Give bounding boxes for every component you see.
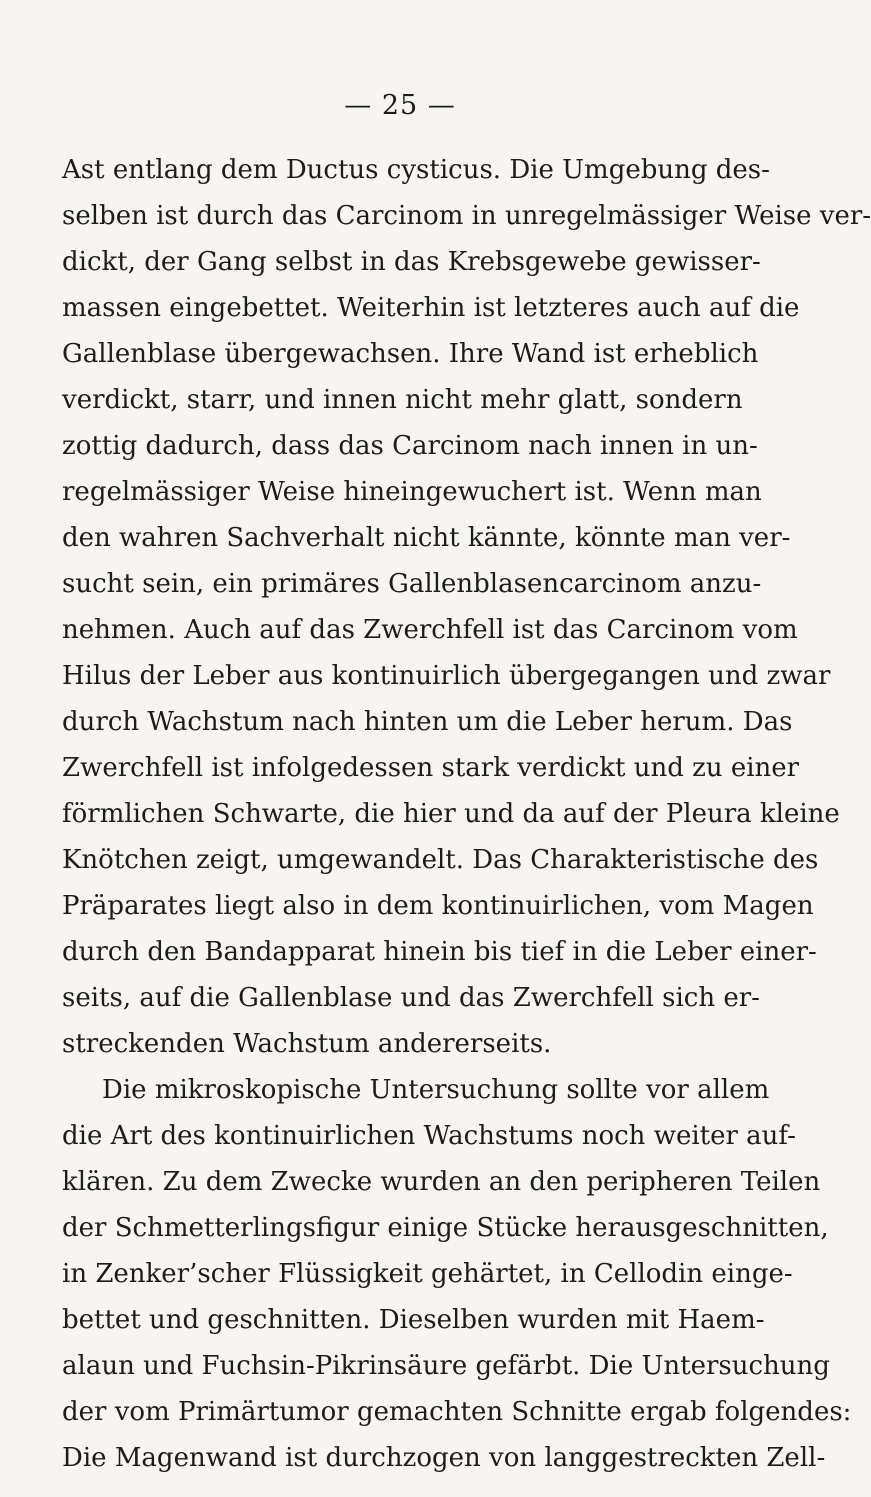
text-line: förmlichen Schwarte, die hier und da auf der Pleura kleine <box>62 799 840 829</box>
text-line: verdickt, starr, und innen nicht mehr glatt, sondern <box>62 385 743 415</box>
text-line: sucht sein, ein primäres Gallenblasencarcinom anzu- <box>62 569 762 599</box>
text-line: klären. Zu dem Zwecke wurden an den peripheren Teilen <box>62 1167 821 1197</box>
text-line: bettet und geschnitten. Dieselben wurden mit Haem- <box>62 1305 765 1335</box>
text-line: regelmässiger Weise hineingewuchert ist. Wenn man <box>62 477 762 507</box>
text-line: nehmen. Auch auf das Zwerchfell ist das Carcinom vom <box>62 615 798 645</box>
text-line: durch den Bandapparat hinein bis tief in die Leber einer- <box>62 937 817 967</box>
text-line: selben ist durch das Carcinom in unregelmässiger Weise ver- <box>62 201 871 231</box>
page-number: — 25 — <box>344 90 456 121</box>
text-line: dickt, der Gang selbst in das Krebsgewebe gewisser- <box>62 247 761 277</box>
text-line: Hilus der Leber aus kontinuirlich übergegangen und zwar <box>62 661 831 691</box>
text-line: seits, auf die Gallenblase und das Zwerchfell sich er- <box>62 983 760 1013</box>
text-line: durch Wachstum nach hinten um die Leber herum. Das <box>62 707 793 737</box>
text-line: den wahren Sachverhalt nicht kännte, könnte man ver- <box>62 523 791 553</box>
text-line: streckenden Wachstum andererseits. <box>62 1029 552 1059</box>
text-line: Zwerchfell ist infolgedessen stark verdickt und zu einer <box>62 753 800 783</box>
text-line: der Schmetterlingsfigur einige Stücke herausgeschnitten, <box>62 1213 829 1243</box>
text-line: massen eingebettet. Weiterhin ist letzteres auch auf die <box>62 293 800 323</box>
text-line: der vom Primärtumor gemachten Schnitte ergab folgendes: <box>62 1397 852 1427</box>
text-line: Knötchen zeigt, umgewandelt. Das Charakteristische des <box>62 845 819 875</box>
text-line: in Zenker’scher Flüssigkeit gehärtet, in Cellodin einge- <box>62 1259 793 1289</box>
text-line: Präparates liegt also in dem kontinuirlichen, vom Magen <box>62 891 814 921</box>
text-line: Die Magenwand ist durchzogen von langgestreckten Zell- <box>62 1443 826 1473</box>
text-line: zottig dadurch, dass das Carcinom nach innen in un- <box>62 431 758 461</box>
text-line: Die mikroskopische Untersuchung sollte vor allem <box>102 1075 770 1105</box>
text-line: die Art des kontinuirlichen Wachstums noch weiter auf- <box>62 1121 796 1151</box>
text-line: alaun und Fuchsin-Pikrinsäure gefärbt. Die Untersuchung <box>62 1351 830 1381</box>
text-line: Ast entlang dem Ductus cysticus. Die Umgebung des- <box>62 155 770 185</box>
text-line: Gallenblase übergewachsen. Ihre Wand ist erheblich <box>62 339 759 369</box>
